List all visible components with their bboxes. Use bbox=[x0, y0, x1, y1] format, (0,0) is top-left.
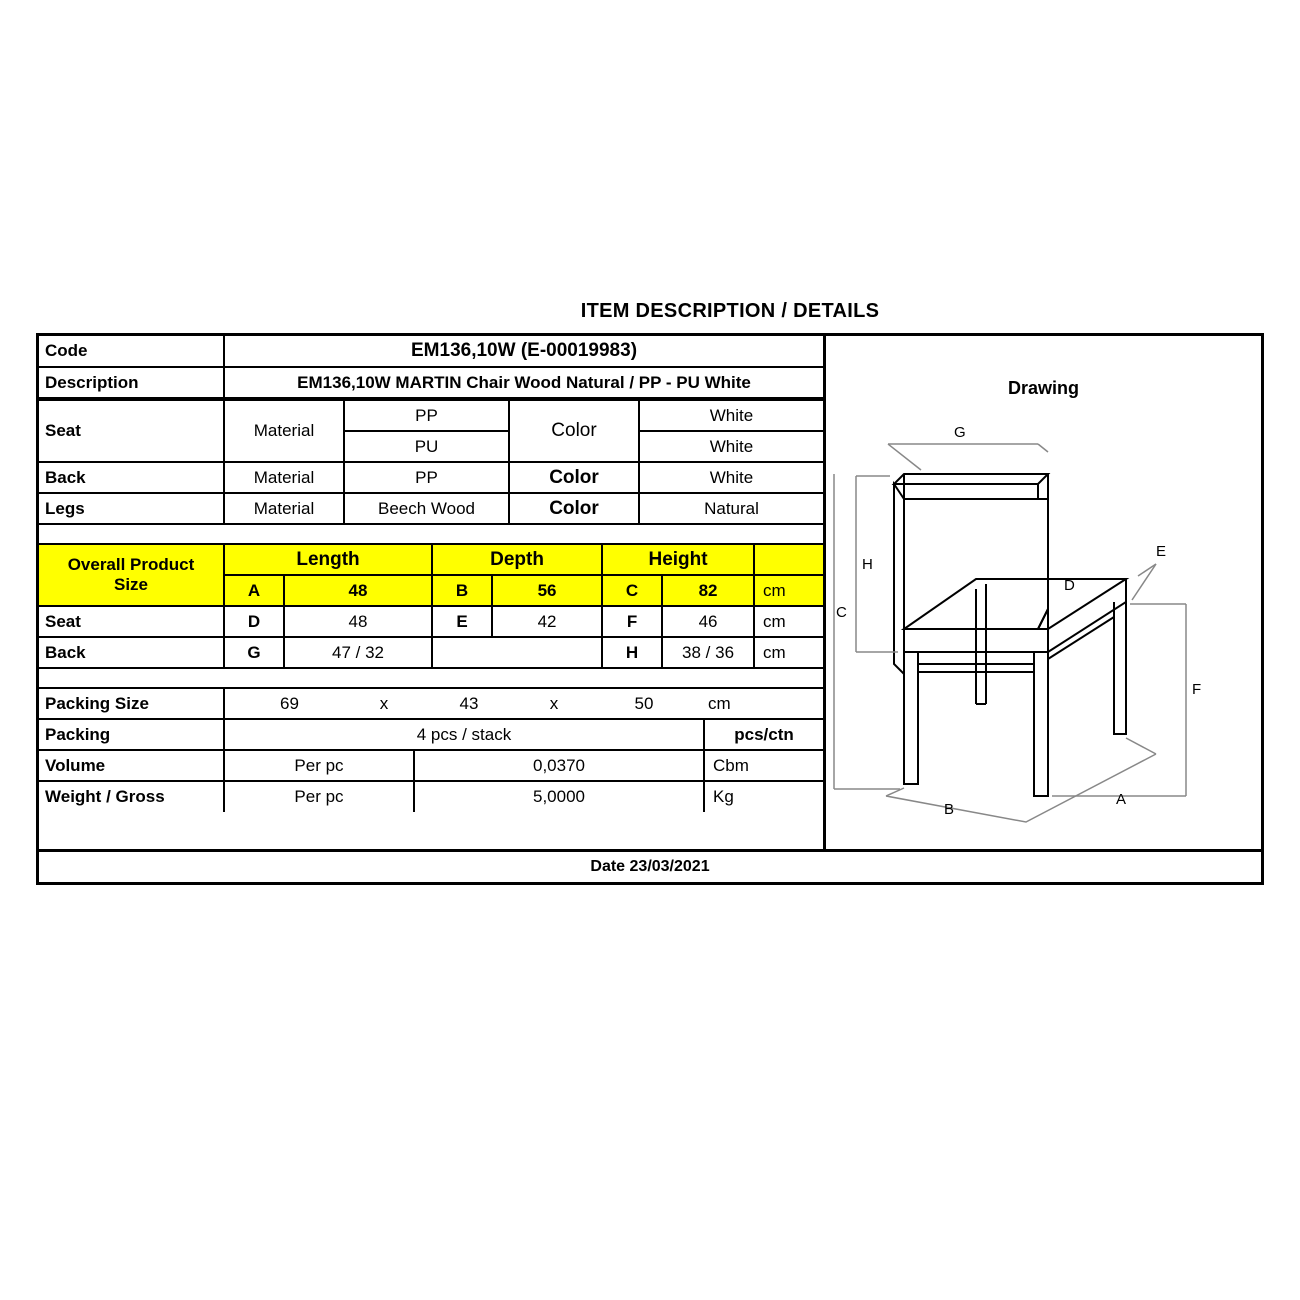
volume-value: 0,0370 bbox=[414, 750, 704, 781]
seat-height-value: 46 bbox=[662, 606, 754, 637]
packing-size-width: 43 bbox=[414, 688, 524, 719]
back-height-value: 38 / 36 bbox=[662, 637, 754, 668]
packing-size-sep-1: x bbox=[354, 688, 414, 719]
seat-color-1: White bbox=[639, 400, 823, 431]
back-material-value: PP bbox=[344, 462, 509, 493]
weight-per: Per pc bbox=[224, 781, 414, 812]
chair-drawing-svg bbox=[826, 404, 1261, 824]
table-row bbox=[39, 462, 823, 493]
dimension-label-H: H bbox=[862, 556, 873, 573]
legs-material-label: Material bbox=[224, 493, 344, 524]
details-frame bbox=[36, 333, 1264, 885]
dimension-label-F: F bbox=[1192, 681, 1202, 698]
table-row bbox=[39, 367, 823, 398]
packing-size-unit: cm bbox=[704, 688, 823, 719]
seat-size-label: Seat bbox=[39, 606, 224, 637]
seat-depth-key: E bbox=[432, 606, 492, 637]
back-label: Back bbox=[39, 462, 224, 493]
table-row bbox=[39, 493, 823, 524]
back-unit: cm bbox=[754, 637, 823, 668]
overall-height-key: C bbox=[602, 575, 662, 606]
back-depth-cell bbox=[432, 637, 602, 668]
legs-color-value: Natural bbox=[639, 493, 823, 524]
dimension-label-D: D bbox=[1064, 577, 1075, 594]
description-label: Description bbox=[39, 367, 224, 398]
seat-material-label: Material bbox=[224, 400, 344, 462]
sheet-body bbox=[39, 336, 1261, 849]
weight-label: Weight / Gross bbox=[39, 781, 224, 812]
table-row bbox=[39, 750, 823, 781]
table-row bbox=[39, 400, 823, 431]
code-label: Code bbox=[39, 336, 224, 367]
seat-material-1: PP bbox=[344, 400, 509, 431]
spacer bbox=[39, 525, 823, 543]
chair-drawing bbox=[826, 404, 1261, 824]
table-row bbox=[39, 336, 823, 367]
weight-unit: Kg bbox=[704, 781, 823, 812]
overall-size-label-line2: Size bbox=[113, 575, 149, 594]
seat-length-key: D bbox=[224, 606, 284, 637]
dimension-label-B: B bbox=[944, 801, 955, 818]
table-row bbox=[39, 637, 823, 668]
seat-material-2: PU bbox=[344, 431, 509, 462]
unit-header-blank bbox=[754, 544, 823, 575]
table-row bbox=[39, 781, 823, 812]
seat-depth-value: 42 bbox=[492, 606, 602, 637]
materials-table bbox=[39, 399, 823, 525]
seat-unit: cm bbox=[754, 606, 823, 637]
overall-length-key: A bbox=[224, 575, 284, 606]
back-color-label: Color bbox=[509, 462, 639, 493]
back-size-label: Back bbox=[39, 637, 224, 668]
packing-size-height: 50 bbox=[584, 688, 704, 719]
packing-unit: pcs/ctn bbox=[704, 719, 823, 750]
code-value: EM136,10W (E-00019983) bbox=[224, 336, 823, 367]
overall-height-value: 82 bbox=[662, 575, 754, 606]
seat-height-key: F bbox=[602, 606, 662, 637]
identity-table bbox=[39, 336, 823, 399]
spacer-2 bbox=[39, 669, 823, 687]
volume-unit: Cbm bbox=[704, 750, 823, 781]
description-value: EM136,10W MARTIN Chair Wood Natural / PP - PU White bbox=[224, 367, 823, 398]
seat-color-label: Color bbox=[509, 400, 639, 462]
seat-color-2: White bbox=[639, 431, 823, 462]
seat-length-value: 48 bbox=[284, 606, 432, 637]
table-row bbox=[39, 606, 823, 637]
overall-length-value: 48 bbox=[284, 575, 432, 606]
height-header: Height bbox=[602, 544, 754, 575]
packing-size-sep-2: x bbox=[524, 688, 584, 719]
legs-color-label: Color bbox=[509, 493, 639, 524]
date-row: Date 23/03/2021 bbox=[39, 849, 1261, 882]
volume-label: Volume bbox=[39, 750, 224, 781]
dimension-label-G: G bbox=[954, 424, 966, 441]
specs-column bbox=[39, 336, 826, 849]
packing-table bbox=[39, 687, 823, 812]
back-height-key: H bbox=[602, 637, 662, 668]
packing-size-label: Packing Size bbox=[39, 688, 224, 719]
dimension-label-A: A bbox=[1116, 791, 1127, 808]
dimensions-table bbox=[39, 543, 823, 669]
overall-size-label-line1: Overall Product bbox=[67, 555, 195, 575]
overall-depth-key: B bbox=[432, 575, 492, 606]
packing-size-length: 69 bbox=[224, 688, 354, 719]
legs-label: Legs bbox=[39, 493, 224, 524]
overall-unit: cm bbox=[754, 575, 823, 606]
depth-header: Depth bbox=[432, 544, 602, 575]
drawing-column bbox=[826, 336, 1261, 849]
packing-label: Packing bbox=[39, 719, 224, 750]
back-material-label: Material bbox=[224, 462, 344, 493]
item-details-sheet bbox=[36, 300, 1264, 892]
drawing-heading: Drawing bbox=[1007, 378, 1079, 398]
table-row bbox=[39, 719, 823, 750]
dimension-label-C: C bbox=[836, 604, 847, 621]
page-title: ITEM DESCRIPTION / DETAILS bbox=[580, 300, 880, 322]
weight-value: 5,0000 bbox=[414, 781, 704, 812]
legs-material-value: Beech Wood bbox=[344, 493, 509, 524]
length-header: Length bbox=[224, 544, 432, 575]
volume-per: Per pc bbox=[224, 750, 414, 781]
dimension-label-E: E bbox=[1156, 543, 1167, 560]
table-row bbox=[39, 544, 823, 575]
back-length-value: 47 / 32 bbox=[284, 637, 432, 668]
back-color-value: White bbox=[639, 462, 823, 493]
packing-value: 4 pcs / stack bbox=[224, 719, 704, 750]
seat-label: Seat bbox=[39, 400, 224, 462]
back-length-key: G bbox=[224, 637, 284, 668]
table-row bbox=[39, 688, 823, 719]
overall-depth-value: 56 bbox=[492, 575, 602, 606]
